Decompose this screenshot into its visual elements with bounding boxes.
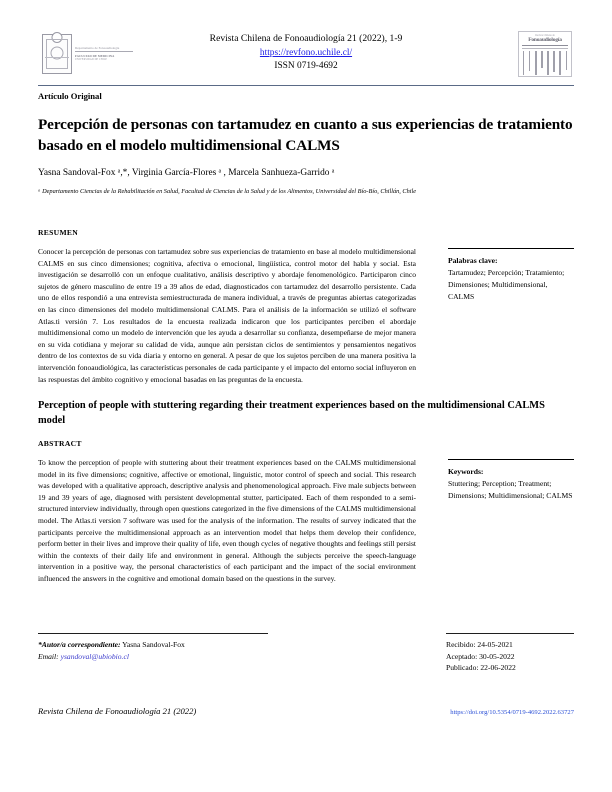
correspondence-divider	[38, 633, 268, 634]
footer-journal-name: Revista Chilena de Fonoaudiología 21 (2022)	[38, 706, 197, 716]
email-address[interactable]: ysandoval@ubiobio.cl	[60, 651, 129, 661]
journal-cover-logo	[518, 31, 572, 77]
email-line	[38, 651, 268, 663]
palabras-clave-title: Palabras clave:	[448, 256, 498, 265]
email-label: Email:	[38, 651, 59, 661]
resumen-body: Conocer la percepción de personas con tartamudez sobre sus experiencias de tratamiento en base al modelo multidimensional CALMS en sus cinco dimensiones; cognitiva, afectiva o emocional, lingüística, control motor del habla y social. Esta investigación se desarrolló con un enfoque cualitativo, análisis descriptivo y abordaje fenomenológico. Participaron cinco sujetos de género masculino de entre 19 a 39 años de edad, diagnosticados con tartamudez del desarrollo persistente. Cada uno de ellos respondió a una entrevista semiestructurada de manera individual, a través de preguntas abiertas categorizadas en las cinco dimensiones del modelo multidimensional CALMS. Para el análisis de la información se utilizó el software Atlas.ti versión 7. Los resultados de la encuesta realizada indicaron que los participantes perciben el abordaje multidimensional como un modelo de intervención que les ayuda a desarrollar su confianza, desempeñarse de mejor manera en su vida cotidiana y mejorar su calidad de vida, aunque aún persistan ciclos de sentimientos y pensamientos negativos dentro de los contextos de su vida diaria y entorno en general. A pesar de que los sujetos perciben de una manera positiva la intervención fonoaudiológica, las características personales de cada participante y el impacto del entorno social influyeron en las respuestas del ámbito cognitivo y emocional basadas en las preguntas de la encuesta.	[38, 247, 416, 384]
abstract-section	[38, 398, 574, 585]
dates-divider	[446, 633, 574, 634]
masthead	[38, 30, 574, 82]
correspondence-block	[38, 633, 574, 674]
resumen-heading: RESUMEN	[38, 228, 79, 237]
keywords-block	[448, 457, 574, 502]
date-accepted: Aceptado: 30-05-2022	[446, 651, 515, 661]
journal-citation: Revista Chilena de Fonoaudiología 21 (2022), 1-9	[209, 33, 403, 44]
title-block	[38, 114, 574, 196]
corresponding-author-line	[38, 639, 268, 651]
keywords-list: Stuttering; Perception; Treatment; Dimensions; Multidimensional; CALMS	[448, 479, 573, 501]
masthead-center	[38, 32, 574, 74]
palabras-clave-list: Tartamudez; Percepción; Tratamiento; Dimensiones; Multidimensional, CALMS	[448, 268, 565, 302]
masthead-divider	[38, 85, 574, 86]
journal-logo-bars-icon	[522, 51, 568, 75]
author-list: Yasna Sandoval-Fox ᵃ,*, Virginia García-Flores ᵃ , Marcela Sanhueza-Garrido ᵃ	[38, 168, 335, 178]
journal-logo-rule-thin	[522, 48, 568, 49]
journal-url[interactable]	[38, 46, 574, 61]
resumen-section	[38, 228, 574, 385]
logo-faculty: FACULTAD DE MEDICINA	[75, 53, 115, 58]
logo-university: UNIVERSIDAD DE CHILE	[75, 57, 108, 61]
corresponding-author-name: Yasna Sandoval-Fox	[122, 640, 185, 649]
journal-issn: ISSN 0719-4692	[274, 61, 338, 71]
correspondence-column	[38, 633, 268, 662]
keywords-divider	[448, 459, 574, 460]
page-title-english: Perception of people with stuttering regarding their treatment experiences based on the multidimensional CALMS model	[38, 400, 545, 426]
journal-url-link[interactable]: https://revfono.uchile.cl/	[259, 47, 353, 58]
affiliation-note: ᵃ Departamento Ciencias de la Rehabilitación en Salud, Facultad de Ciencias de la Salud y de los Alimentos, Universidad del Bío-Bío, Chillán, Chile	[38, 188, 417, 195]
article-type-label: Artículo Original	[38, 91, 102, 101]
logo-department: Departamento de Fonoaudiología	[75, 45, 120, 50]
abstract-heading: ABSTRACT	[38, 439, 82, 448]
page-title: Percepción de personas con tartamudez en cuanto a sus experiencias de tratamiento basado en el modelo multidimensional CALMS	[38, 116, 573, 154]
footer-doi-link[interactable]: https://doi.org/10.5354/0719-4692.2022.63727	[450, 709, 574, 716]
corresponding-author-label: *Autor/a correspondiente:	[38, 640, 121, 649]
journal-logo-title: Fonoaudiología	[528, 37, 562, 44]
keywords-title: Keywords:	[448, 467, 484, 476]
palabras-clave-divider	[448, 248, 574, 249]
date-published: Publicado: 22-06-2022	[446, 663, 516, 672]
palabras-clave-block	[448, 246, 574, 304]
journal-logo-rule	[522, 45, 568, 46]
abstract-body: To know the perception of people with stuttering about their treatment experiences based on the CALMS multidimensional model in its five dimensions; cognitive, affective or emotional, linguistic, motor control of speech and social. This research was developed with a qualitative approach, descriptive analysis and phenomenological approach. Five male subjects between 19 and 39 years of age, diagnosed with persistent developmental stutter, participated. Each of them responded to a semi-structured interview individually, through open questions categorized in the five dimensions of the CALMS multidimensional model. The Atlas.ti version 7 software was used for the analysis of the information. The results of survey indicated that the participants perceive the multidimensional approach as an intervention model that helps them develop their confidence, perform better in their lives and improve their quality of life, even though cycles of negative thoughts and feelings still persist within the contexts of their daily life and environment in general. Although the subjects perceive the speech-language intervention in a positive way, the personal characteristics of each participant and the impact of the social environment influenced the answers in the cognitive and emotional domain based on the questions in the survey.	[38, 458, 416, 583]
date-received: Recibido: 24-05-2021	[446, 640, 513, 649]
page-footer	[38, 706, 574, 716]
journal-logo-superscript: Revista Chilena de	[535, 34, 555, 37]
dates-column	[446, 633, 574, 674]
